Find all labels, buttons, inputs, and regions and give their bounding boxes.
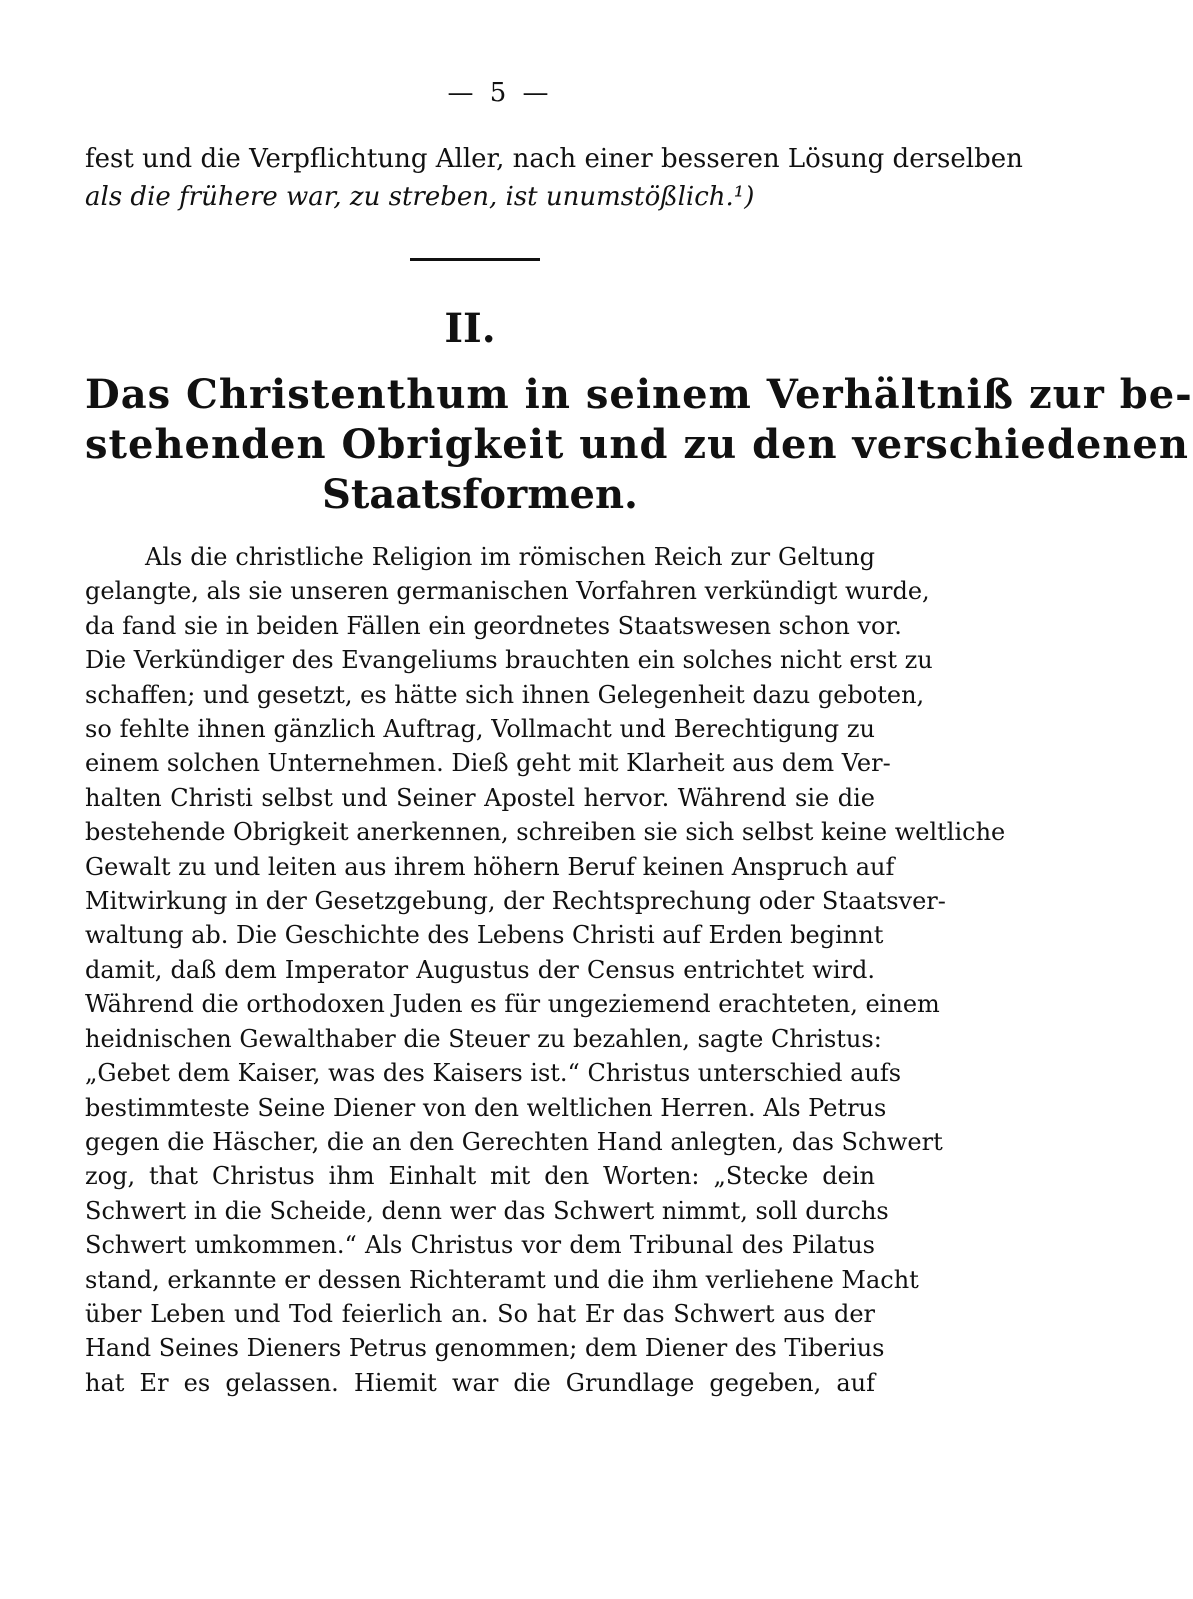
carryover-paragraph bbox=[85, 140, 1023, 216]
text-line: Mitwirkung in der Gesetzgebung, der Rechtsprechung oder Staatsver- bbox=[85, 887, 946, 916]
text-line: Gewalt zu und leiten aus ihrem höhern Beruf keinen Anspruch auf bbox=[85, 852, 895, 881]
text-line: über Leben und Tod feierlich an. So hat Er das Schwert aus der bbox=[85, 1299, 875, 1328]
text-line: heidnischen Gewalthaber die Steuer zu bezahlen, sagte Christus: bbox=[85, 1024, 882, 1053]
text-line: als die frühere war, zu streben, ist unumstößlich.¹) bbox=[85, 182, 755, 212]
text-line: Schwert umkommen.“ Als Christus vor dem Tribunal des Pilatus bbox=[85, 1231, 875, 1260]
text-line: da fand sie in beiden Fällen ein geordnetes Staatswesen schon vor. bbox=[85, 611, 902, 640]
title-line: Das Christenthum in seinem Verhältniß zur be- bbox=[85, 371, 1193, 418]
text-line: hat Er es gelassen. Hiemit war die Grundlage gegeben, auf bbox=[85, 1368, 875, 1397]
text-line: Schwert in die Scheide, denn wer das Schwert nimmt, soll durchs bbox=[85, 1196, 889, 1225]
text-line: fest und die Verpflichtung Aller, nach einer besseren Lösung derselben bbox=[85, 144, 1023, 174]
section-divider bbox=[410, 258, 540, 261]
text-line: bestimmteste Seine Diener von den weltlichen Herren. Als Petrus bbox=[85, 1093, 887, 1122]
title-line: stehenden Obrigkeit und zu den verschiedenen bbox=[85, 421, 1189, 468]
page-number: — 5 — bbox=[447, 78, 553, 108]
text-line: Als die christliche Religion im römischen Reich zur Geltung bbox=[145, 543, 875, 571]
text-line: schaffen; und gesetzt, es hätte sich ihnen Gelegenheit dazu geboten, bbox=[85, 680, 925, 709]
text-line: Die Verkündiger des Evangeliums brauchten ein solches nicht erst zu bbox=[85, 646, 933, 675]
text-line: Hand Seines Dieners Petrus genommen; dem Diener des Tiberius bbox=[85, 1334, 885, 1363]
title-line: Staatsformen. bbox=[322, 471, 638, 518]
text-line: bestehende Obrigkeit anerkennen, schreiben sie sich selbst keine weltliche bbox=[85, 818, 1006, 847]
text-line: waltung ab. Die Geschichte des Lebens Christi auf Erden beginnt bbox=[85, 921, 884, 950]
text-line: halten Christi selbst und Seiner Apostel hervor. Während sie die bbox=[85, 783, 875, 812]
body-paragraph bbox=[85, 540, 1006, 1400]
text-line: gelangte, als sie unseren germanischen Vorfahren verkündigt wurde, bbox=[85, 577, 930, 606]
text-line: zog, that Christus ihm Einhalt mit den Worten: „Stecke dein bbox=[85, 1162, 875, 1191]
text-line: Während die orthodoxen Juden es für ungeziemend erachteten, einem bbox=[85, 990, 940, 1019]
text-line: damit, daß dem Imperator Augustus der Census entrichtet wird. bbox=[85, 955, 875, 984]
section-number: II. bbox=[444, 305, 496, 352]
text-line: so fehlte ihnen gänzlich Auftrag, Vollmacht und Berechtigung zu bbox=[85, 715, 875, 744]
text-line: einem solchen Unternehmen. Dieß geht mit Klarheit aus dem Ver- bbox=[85, 749, 891, 778]
text-line: gegen die Häscher, die an den Gerechten Hand anlegten, das Schwert bbox=[85, 1127, 943, 1156]
text-line: stand, erkannte er dessen Richteramt und die ihm verliehene Macht bbox=[85, 1265, 919, 1294]
text-line: „Gebet dem Kaiser, was des Kaisers ist.“ Christus unterschied aufs bbox=[85, 1059, 902, 1088]
section-title bbox=[85, 370, 1193, 520]
